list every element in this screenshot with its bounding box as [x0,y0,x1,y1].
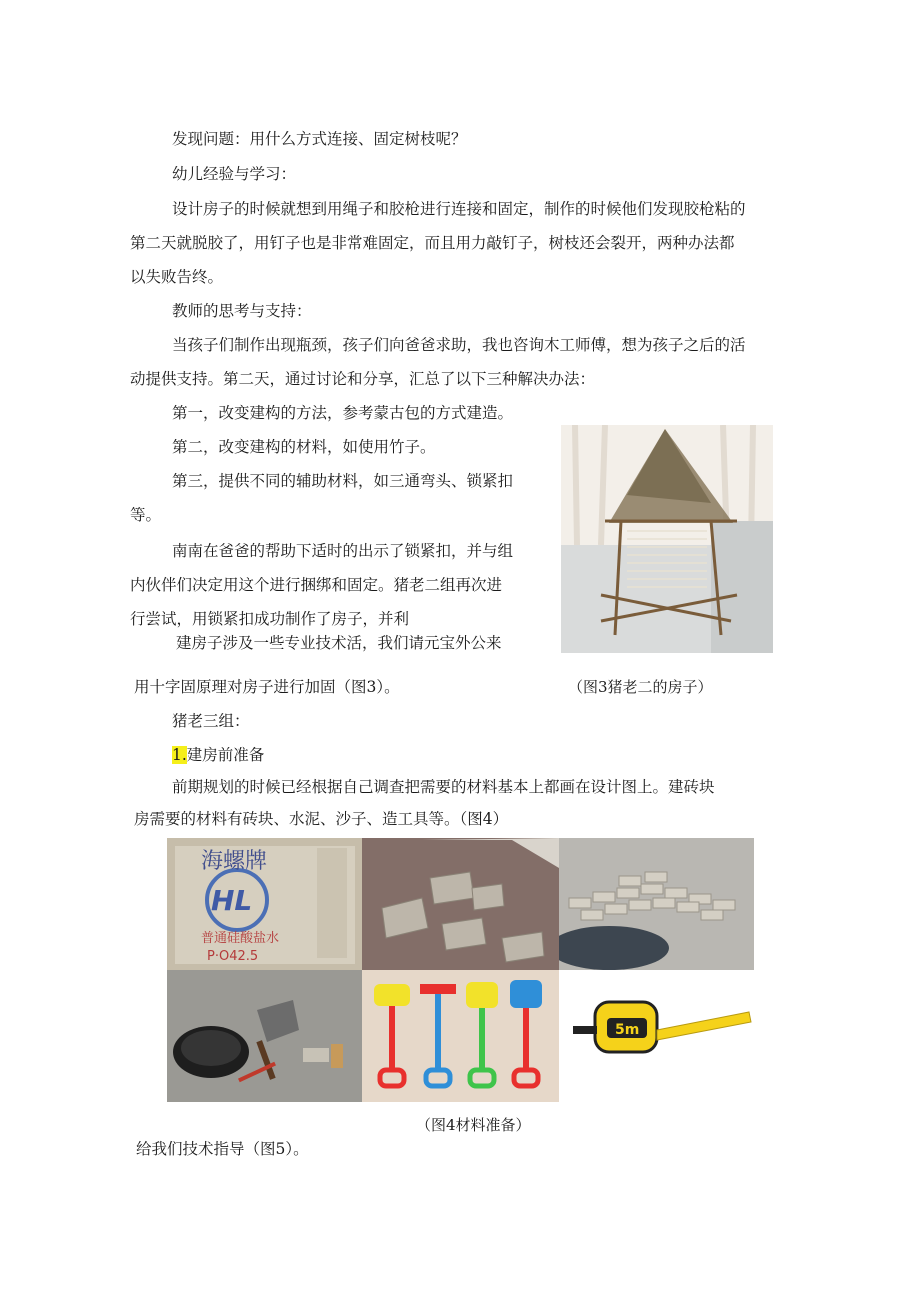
paragraph-bottleneck-line2: 动提供支持。第二天，通过讨论和分享，汇总了以下三种解决办法： [130,370,596,388]
bag-grade-text: P·O42.5 [207,949,259,964]
paragraph-design-line2: 第二天就脱胶了，用钉子也是非常难固定，而且用力敲钉子，树枝还会裂开，两种办法都 [130,234,735,252]
paragraph-design-line1: 设计房子的时候就想到用绳子和胶枪进行连接和固定，制作的时候他们发现胶枪粘的 [172,200,746,218]
bag-type-text: 普通硅酸盐水 [201,931,280,946]
list-number: 1. [172,746,187,764]
figure-4-caption: （图4材料准备） [416,1116,531,1134]
paragraph-problem: 发现问题：用什么方式连接、固定树枝呢？ [172,130,467,148]
paragraph-design-line3: 以失败告终。 [130,268,224,286]
paragraph-planning-line1: 前期规划的时候已经根据自己调查把需要的材料基本上都画在设计图上。建砖块 [172,778,715,796]
paragraph-solution-1: 第一，改变建构的方法，参考蒙古包的方式建造。 [172,404,514,422]
paragraph-nannan-line3: 行尝试，用锁紧扣成功制作了房子，并利 [130,610,410,628]
paragraph-solution-3-line2: 等。 [130,506,162,524]
paragraph-planning-line2: 房需要的材料有砖块、水泥、沙子、造工具等。（图4） [134,810,509,828]
figure-3-photo [561,425,773,653]
figure-4-tape-measure [559,970,754,1102]
paragraph-reinforce: 用十字固原理对房子进行加固（图3）。 [134,678,400,696]
paragraph-grandpa: 建房子涉及一些专业技术活，我们请元宝外公来 [176,634,502,652]
figure-4-tools [167,970,362,1102]
paragraph-guidance: 给我们技术指导（图5）。 [136,1140,309,1158]
figure-3-caption: （图3猪老二的房子） [568,678,713,696]
figure-4-sand-toys [362,970,559,1102]
heading-group-three: 猪老三组： [172,712,250,730]
heading-preparation [172,744,264,766]
paragraph-nannan-line1: 南南在爸爸的帮助下适时的出示了锁紧扣，并与组 [172,542,514,560]
paragraph-solution-2: 第二，改变建构的材料，如使用竹子。 [172,438,436,456]
paragraph-nannan-line2: 内伙伴们决定用这个进行捆绑和固定。猪老二组再次进 [130,576,503,594]
heading-teacher-support: 教师的思考与支持： [172,302,312,320]
paragraph-solution-3-line1: 第三，提供不同的辅助材料，如三通弯头、锁紧扣 [172,472,514,490]
paragraph-bottleneck-line1: 当孩子们制作出现瓶颈，孩子们向爸爸求助，我也咨询木工师傅，想为孩子之后的活 [172,336,746,354]
bag-brand-text: 海螺牌 [201,849,268,874]
heading-child-experience: 幼儿经验与学习： [172,165,297,183]
figure-4-brick-pile [559,838,754,970]
figure-4-sand-bricks [362,838,559,970]
list-text: 建房前准备 [186,746,265,764]
bag-logo-text: HL [211,884,253,917]
figure-4-cement-bag [167,838,362,970]
tape-label-text: 5m [615,1022,640,1038]
